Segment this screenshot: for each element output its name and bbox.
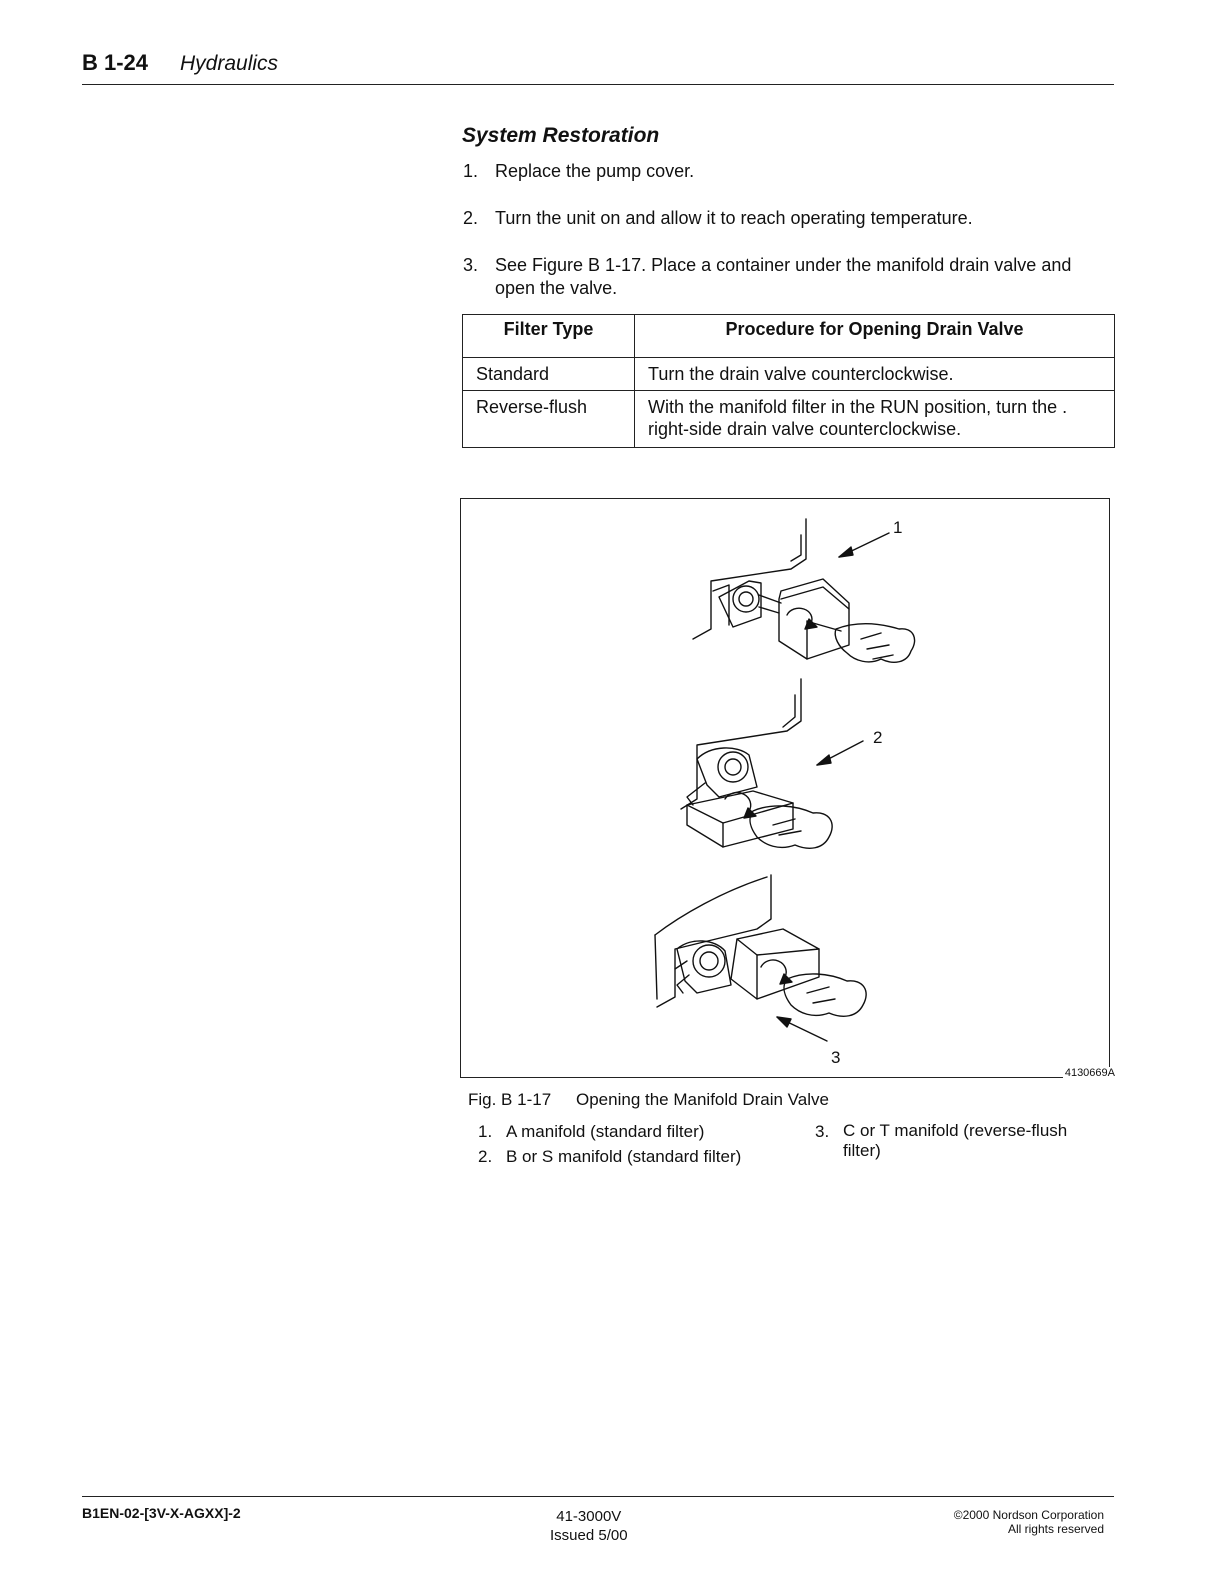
document-code: B1EN-02-[3V-X-AGXX]-2: [82, 1505, 241, 1521]
page-header: [82, 50, 1114, 85]
issue-date: Issued 5/00: [550, 1527, 628, 1544]
publication-info: [550, 1507, 628, 1545]
step-text: See Figure B 1-17. Place a container under the manifold drain valve and open the valve.: [495, 255, 1072, 298]
copyright-notice: [954, 1508, 1104, 1536]
step-number: 1.: [463, 161, 479, 181]
legend-item: [815, 1121, 1095, 1162]
section-title: System Restoration: [462, 124, 660, 147]
step-number: 3.: [463, 255, 479, 275]
figure-legend-right: [815, 1121, 1095, 1165]
step-item: [462, 160, 1114, 183]
figure-caption: [468, 1090, 829, 1110]
step-item: [462, 207, 1114, 230]
legend-item: [478, 1146, 798, 1168]
legend-number: 2.: [478, 1147, 493, 1166]
restoration-steps: [462, 160, 1114, 300]
figure-legend-left: [478, 1121, 798, 1171]
column-header: Procedure for Opening Drain Valve: [635, 315, 1115, 358]
callout-2: 2: [873, 728, 883, 747]
figure-frame: [460, 498, 1115, 1079]
legend-number: 1.: [478, 1122, 493, 1141]
step-item: [462, 254, 1114, 300]
illustration-bs-manifold: [681, 679, 832, 848]
step-text: Replace the pump cover.: [495, 161, 695, 181]
manifold-illustration: [461, 499, 1109, 1077]
legend-item: [478, 1121, 798, 1143]
illustration-ct-manifold: [655, 875, 866, 1016]
drain-valve-table: [462, 314, 1115, 448]
table-cell: Standard: [463, 358, 635, 391]
callout-3: 3: [831, 1048, 841, 1067]
page-footer: [82, 1496, 1114, 1547]
copyright-line: ©2000 Nordson Corporation: [953, 1508, 1104, 1522]
table-cell: Reverse-flush: [463, 391, 635, 448]
illustration-a-manifold: [693, 519, 915, 662]
legend-number: 3.: [815, 1122, 830, 1141]
section-code: B 1-24: [82, 50, 149, 75]
rights-line: All rights reserved: [1007, 1522, 1104, 1536]
table-cell: Turn the drain valve counterclockwise.: [635, 358, 1115, 391]
caption-label: Fig. B 1-17: [468, 1090, 552, 1109]
legend-text: A manifold (standard filter): [506, 1122, 705, 1141]
step-text: Turn the unit on and allow it to reach operating temperature.: [495, 208, 973, 228]
table-cell: With the manifold filter in the RUN position, turn the . right-side drain valve counterclockwise.: [635, 391, 1115, 448]
column-header: Filter Type: [463, 315, 635, 358]
figure-id: 4130669A: [1064, 1067, 1115, 1079]
callout-1: 1: [893, 518, 903, 537]
part-number: 41-3000V: [556, 1508, 622, 1525]
caption-text: Opening the Manifold Drain Valve: [576, 1090, 829, 1109]
step-number: 2.: [463, 208, 479, 228]
table-header-row: [463, 315, 1115, 358]
main-content: [462, 124, 1114, 448]
table-row: [463, 358, 1115, 391]
legend-text: B or S manifold (standard filter): [506, 1147, 742, 1166]
chapter-title: Hydraulics: [180, 52, 279, 75]
legend-text: C or T manifold (reverse-flush filter): [843, 1121, 1068, 1160]
table-row: [463, 391, 1115, 448]
